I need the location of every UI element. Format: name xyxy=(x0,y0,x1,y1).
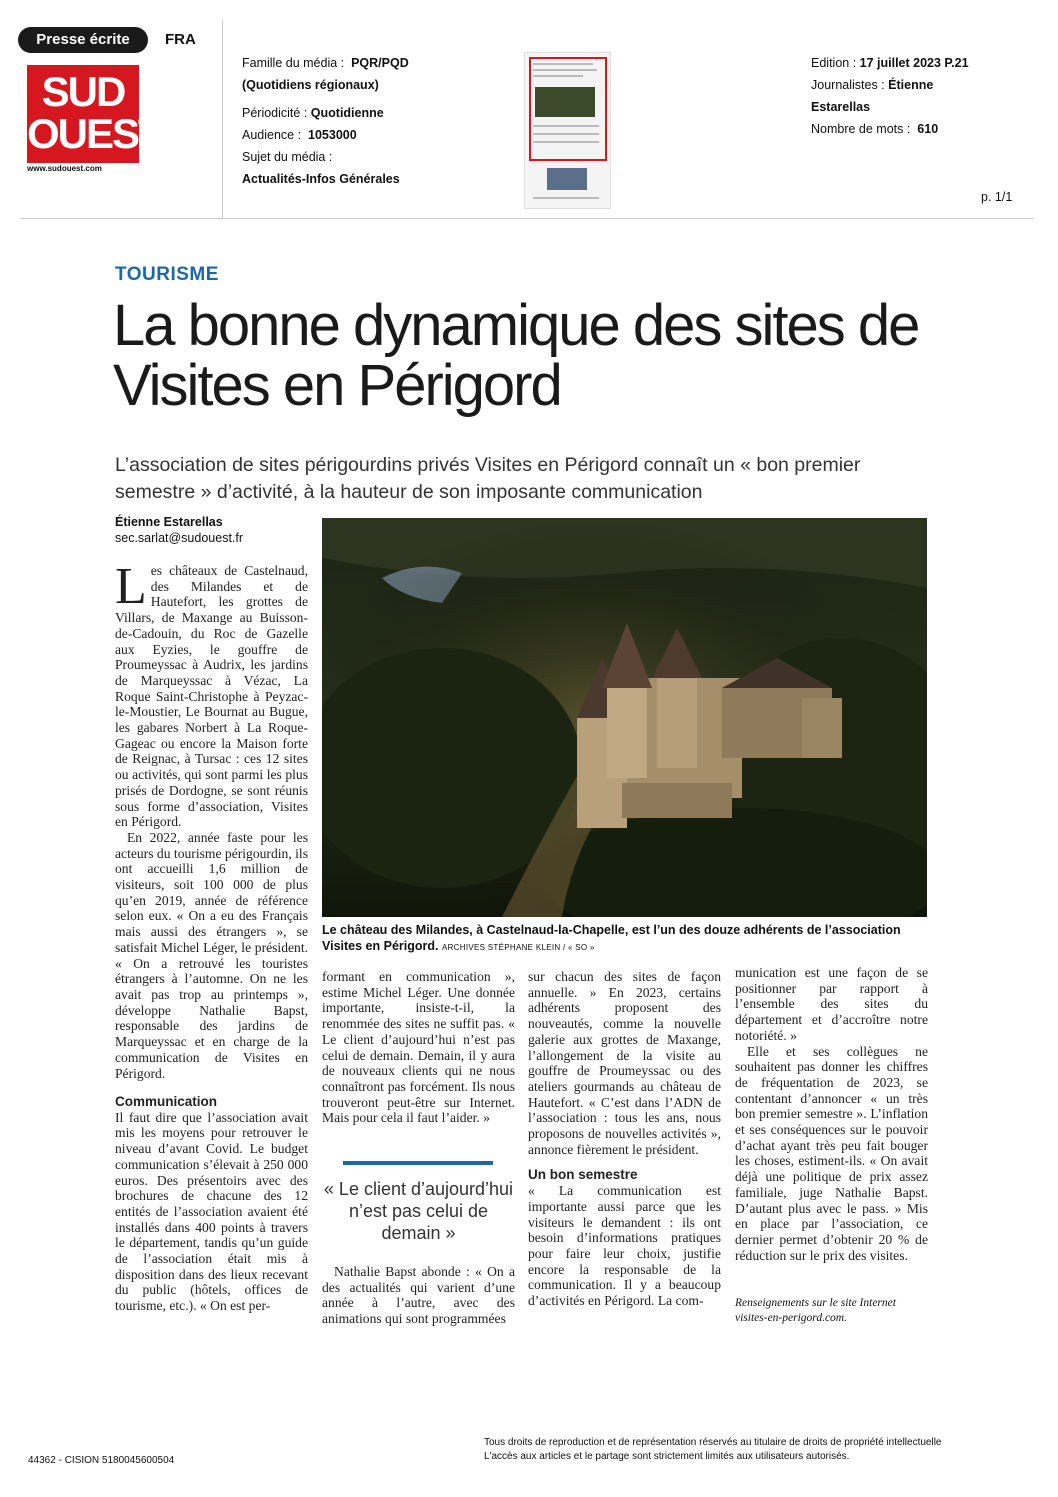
article-lede: L’association de sites périgourdins privés Visites en Périgord connaît un « bon premier semestre » d’activité, à la hauteur de son imposante communication xyxy=(115,454,861,503)
thumbnail-line xyxy=(533,141,599,143)
paragraph: es châteaux de Castelnaud, des Milandes et de Hautefort, les grottes de Villars, de Maxange au Buisson-de-Cadouin, du Roc de Gazelle aux Eyzies, le gouffre de Proumeyssac à Audrix, les jardins de Marqueyssac à Vézac, La Roque Saint-Christophe à Peyzac-le-Moustier, Le Bournat au Bugue, les gabares Norbert à La Roque-Gageac ou encore la Maison forte de Reignac, à Tursac : ces 12 sites ou activités, qui sont parmi les plus prisés de Dordogne, se sont réunis sous forme d’association, Visites en Périgord. xyxy=(115,563,308,830)
article-rubric: TOURISME xyxy=(115,264,219,285)
audience-value: 1053000 xyxy=(308,128,357,142)
famille-label: Famille du média : xyxy=(242,56,345,70)
mots-label: Nombre de mots : xyxy=(811,122,911,136)
mots-value: 610 xyxy=(917,122,939,136)
page-thumbnail[interactable] xyxy=(524,52,611,209)
sujet-label: Sujet du média : xyxy=(242,150,333,164)
edition-meta xyxy=(811,52,1031,140)
author-email[interactable]: sec.sarlat@sudouest.fr xyxy=(115,531,244,545)
paragraph: formant en communication », estime Michel Léger. Une donnée importante, insiste-t-il, la renommée des sites ne suffit pas. « Le client d’aujourd’hui n’est pas celui de demain. Demain, il y aura de nouveaux clients qui ne nous connaîtront pas forcément. Ils nous trouveront peut-être sur Internet. Mais pour cela il faut l’aider. » xyxy=(322,969,515,1126)
header-bottom-rule xyxy=(20,218,1034,219)
rights-line-1: Tous droits de reproduction et de représentation réservés au titulaire de droits de propriété intellectuelle xyxy=(484,1437,942,1448)
media-meta xyxy=(242,52,502,190)
article-column-1-bottom xyxy=(115,1090,308,1314)
sud-ouest-logo xyxy=(27,65,162,173)
paragraph: munication est une façon de se positionner par rapport à l’ensemble des sites du département et d’accroître notre notoriété. » xyxy=(735,965,928,1043)
photo-credit: ARCHIVES STÉPHANE KLEIN / « SO » xyxy=(441,943,595,952)
logo-url: www.sudouest.com xyxy=(27,164,102,173)
media-type-badge: Presse écrite xyxy=(18,27,148,53)
sujet-value: Actualités-Infos Générales xyxy=(242,172,400,186)
famille-sub: (Quotidiens régionaux) xyxy=(242,78,379,92)
edition-value: 17 juillet 2023 P.21 xyxy=(859,56,969,70)
thumbnail-photo xyxy=(547,168,587,190)
chateau-photo-illustration xyxy=(322,518,927,917)
paragraph: « La communication est importante aussi parce que les visiteurs le demandent : ils ont besoin d’informations pratiques pour faire leur choix, justifie encore la responsable de la communication. Il y a beaucoup d’activités en Périgord. La com- xyxy=(528,1183,721,1309)
paragraph: Nathalie Bapst abonde : « On a des actualités qui varient d’une année à l’autre, avec des animations qui sont programmées xyxy=(322,1264,515,1327)
logo-line-2: OUEST xyxy=(27,110,162,157)
article-title: La bonne dynamique des sites de Visites en Périgord xyxy=(113,293,919,418)
thumbnail-line xyxy=(533,197,599,199)
article-column-3 xyxy=(528,969,721,1309)
rights-notice xyxy=(484,1436,1044,1464)
thumbnail-line xyxy=(533,63,593,65)
periodicite-label: Périodicité : xyxy=(242,106,308,120)
article-column-2-bottom xyxy=(322,1264,515,1327)
caption-text: Le château des Milandes, à Castelnaud-la-Chapelle, est l’un des douze adhérents de l’association Visites en Périgord. xyxy=(322,923,901,953)
pullquote-rule xyxy=(343,1161,493,1165)
subhead-bon-semestre: Un bon semestre xyxy=(528,1167,638,1183)
header-divider xyxy=(222,20,223,218)
logo-line-1: SUD xyxy=(41,68,125,115)
article-column-2 xyxy=(322,969,515,1126)
article-column-1 xyxy=(115,558,308,1081)
edition-label: Edition : xyxy=(811,56,857,70)
drop-cap: L xyxy=(115,558,147,615)
page-number: p. 1/1 xyxy=(981,190,1013,204)
paragraph: Elle et ses collègues ne souhaitent pas donner les chiffres de fréquentation de 2023, se contentant d’annoncer « un très bon premier semestre ». L’inflation et ses conséquences sur le pouvoir d’achat ayant très peu fait bouger les choses, estiment-ils. « On avait déjà une politique de prix assez familiale, juge Nathalie Bapst. D’autant plus avec le pass. » Mis en place par l’association, ce dernier permet d’obtenir 20 % de réduction sur le prix des visites. xyxy=(735,1043,928,1263)
journalistes-value: Étienne xyxy=(888,78,934,92)
rights-line-2: L'accès aux articles et le partage sont strictement limités aux utilisateurs autorisés. xyxy=(484,1451,850,1462)
article-photo xyxy=(322,518,927,917)
subhead-communication: Communication xyxy=(115,1094,218,1109)
article-author: Étienne Estarellas xyxy=(115,515,223,529)
thumbnail-line xyxy=(533,125,599,127)
pullquote: « Le client d’aujourd’hui n’est pas celui de demain » xyxy=(323,1179,514,1243)
thumbnail-photo xyxy=(535,87,595,117)
journalistes-value-2: Estarellas xyxy=(811,100,871,114)
paragraph: Il faut dire que l’association avait mis les moyens pour retrouver le niveau d’avant Covid. Le budget communication s’élevait à 250 000 euros. Des présentoirs avec des brochures de chacune des 12 entités de l’association avaient été installés dans 400 points à travers le département, tandis qu’un guide de l’association était mis à disposition dans des lieux recevant du public (hôtels, offices de tourisme, etc.). « On est per- xyxy=(115,1109,308,1314)
famille-value: PQR/PQD xyxy=(351,56,409,70)
thumbnail-line xyxy=(533,69,597,71)
paragraph: En 2022, année faste pour les acteurs du tourisme périgourdin, ils ont accueilli 1,6 million de visiteurs, soit 100 000 de plus qu’en 2019, année de référence selon eux. « On a eu des Français mais aussi des étrangers », se satisfait Michel Léger, le président. « On a retrouvé les touristes étrangers à l’automne. On ne les avait pas trop au printemps », développe Nathalie Bapst, responsable des jardins de Marqueyssac et en charge de la communication de Visites en Périgord. xyxy=(115,829,308,1081)
thumbnail-line xyxy=(533,133,599,135)
thumbnail-line xyxy=(533,75,583,77)
audience-label: Audience : xyxy=(242,128,302,142)
journalistes-label: Journalistes : xyxy=(811,78,885,92)
photo-caption xyxy=(322,922,932,956)
article-column-4 xyxy=(735,965,928,1263)
language-label: FRA xyxy=(165,31,196,48)
periodicite-value: Quotidienne xyxy=(310,106,384,120)
paragraph: sur chacun des sites de façon annuelle. » En 2023, certains adhérents proposent des nouveautés, comme la nouvelle galerie aux grottes de Maxange, l’allongement de la visite au gouffre de Proumeyssac ou des ateliers gourmands au château de Hautefort. « C’est dans l’ADN de l’association : tous les ans, nous proposons de nouvelles activités », annonce fièrement le président. xyxy=(528,969,721,1157)
info-note: Renseignements sur le site Internet visites-en-perigord.com. xyxy=(735,1297,896,1324)
cision-reference: 44362 - CISION 5180045600504 xyxy=(28,1455,175,1466)
